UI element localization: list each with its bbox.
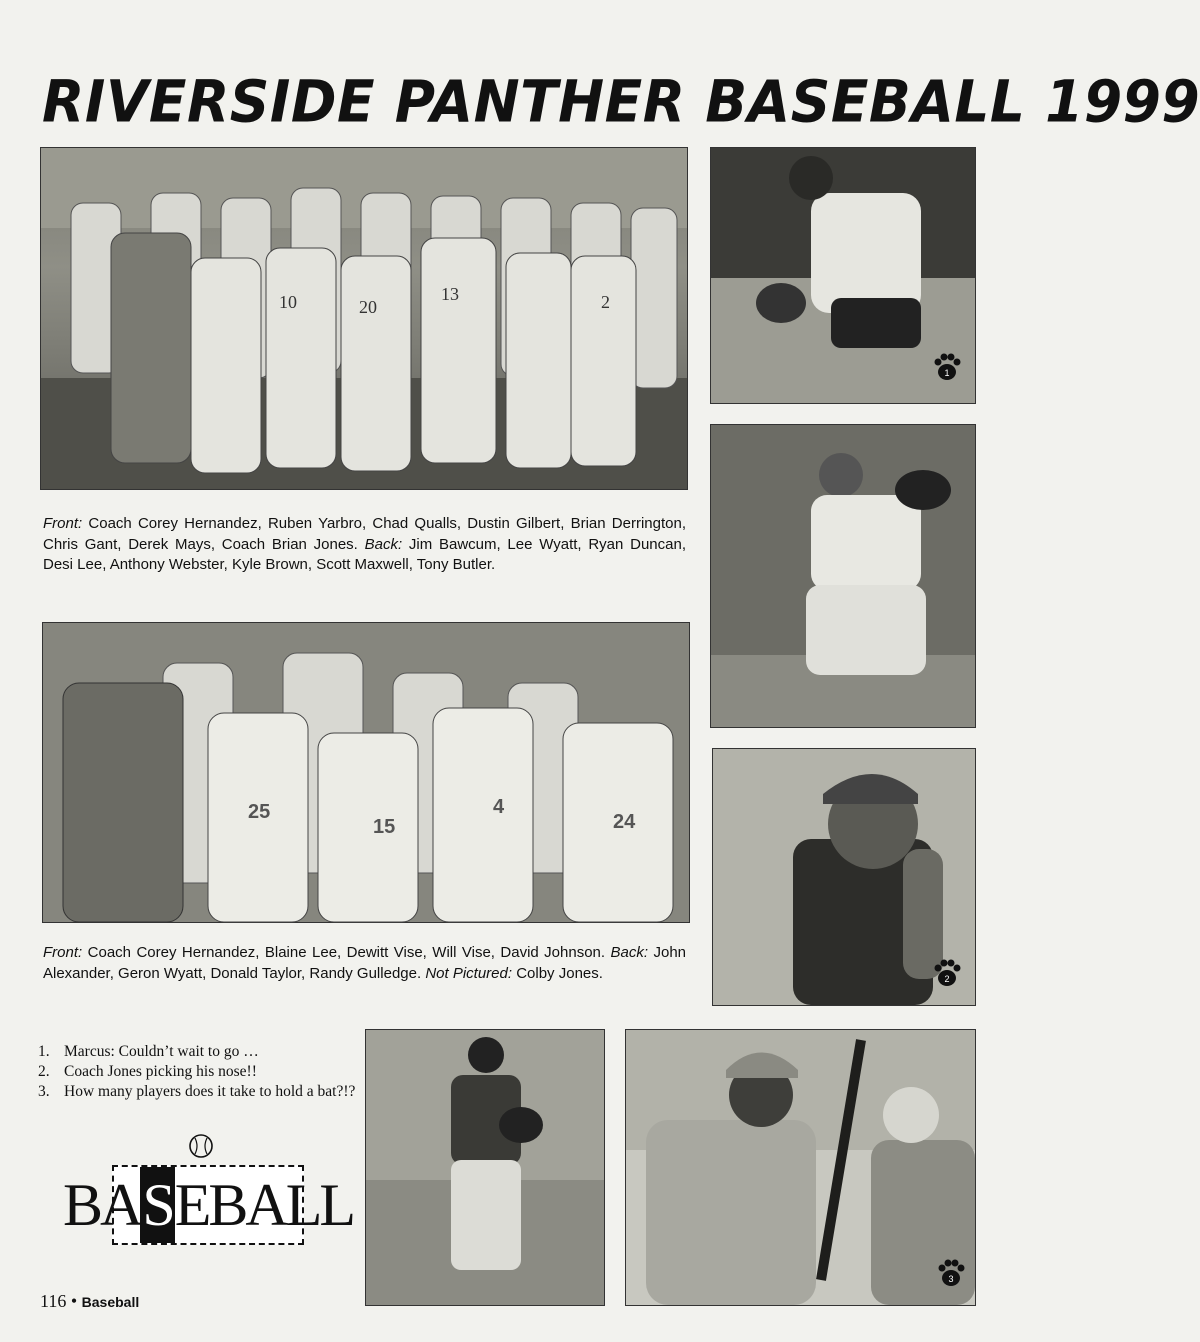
jersey-number: 25 [248, 801, 271, 823]
folio-bullet: • [70, 1291, 78, 1311]
paw-print-icon [932, 352, 962, 382]
paw-print-icon [936, 1258, 966, 1288]
caption-back-names: Jim Bawcum, Lee Wyatt, Ryan Duncan, Desi Lee, Anthony Webster, Kyle Brown, Scott Maxwell, Tony Butler. [43, 535, 686, 573]
varsity-caption [43, 514, 686, 576]
paw-label: 3 [948, 1274, 954, 1284]
jv-caption [43, 943, 686, 984]
paw-label: 2 [944, 974, 950, 984]
jersey-number: 4 [493, 796, 505, 818]
caption-not-pictured-label: Not Pictured: [425, 964, 513, 982]
caption-back-label: Back: [610, 944, 649, 961]
jv-team-photo [42, 622, 690, 923]
candid-photo-catcher-standing [365, 1029, 605, 1306]
candid-photo-players-with-bat [625, 1029, 976, 1306]
caption-back-names: John Alexander, Geron Wyatt, Donald Taylor, Randy Gulledge. [43, 944, 687, 982]
baseball-logo [62, 1165, 354, 1245]
jersey-number: 20 [359, 297, 377, 317]
page-number: 116 [40, 1291, 67, 1311]
caption-not-pictured-names: Colby Jones. [516, 964, 603, 982]
section-name: Baseball [81, 1294, 140, 1310]
caption-front-label: Front: [43, 515, 83, 532]
jersey-number: 15 [373, 816, 396, 838]
varsity-team-photo [40, 147, 688, 490]
list-item: 2. Coach Jones picking his nose!! [38, 1063, 257, 1080]
logo-prefix: BA [62, 1172, 141, 1238]
list-item: 1. Marcus: Couldn’t wait to go … [38, 1043, 259, 1060]
baseball-icon [188, 1133, 214, 1159]
paw-print-icon [932, 958, 962, 988]
paw-label: 1 [944, 368, 950, 378]
jersey-number: 10 [279, 292, 297, 312]
caption-front-names: Coach Corey Hernandez, Blaine Lee, Dewitt Vise, Will Vise, David Johnson. [87, 944, 606, 961]
jersey-number: 13 [441, 284, 459, 304]
photo-notes-list [38, 1042, 358, 1102]
page-title: RIVERSIDE PANTHER BASEBALL 1999 [42, 68, 1200, 136]
candid-photo-fielder [710, 424, 976, 728]
logo-suffix: EBALL [174, 1172, 354, 1238]
jersey-number: 2 [601, 292, 610, 312]
jersey-number: 24 [613, 811, 636, 833]
caption-back-label: Back: [364, 535, 403, 553]
list-item: 3. How many players does it take to hold a bat?!? [38, 1083, 356, 1100]
caption-front-names: Coach Corey Hernandez, Ruben Yarbro, Chad Qualls, Dustin Gilbert, Brian Derrington, Chris Gant, Derek Mays, Coach Brian Jones. [43, 515, 687, 553]
page-folio [40, 1291, 139, 1312]
logo-highlight: S [140, 1167, 174, 1243]
caption-front-label: Front: [43, 944, 83, 961]
